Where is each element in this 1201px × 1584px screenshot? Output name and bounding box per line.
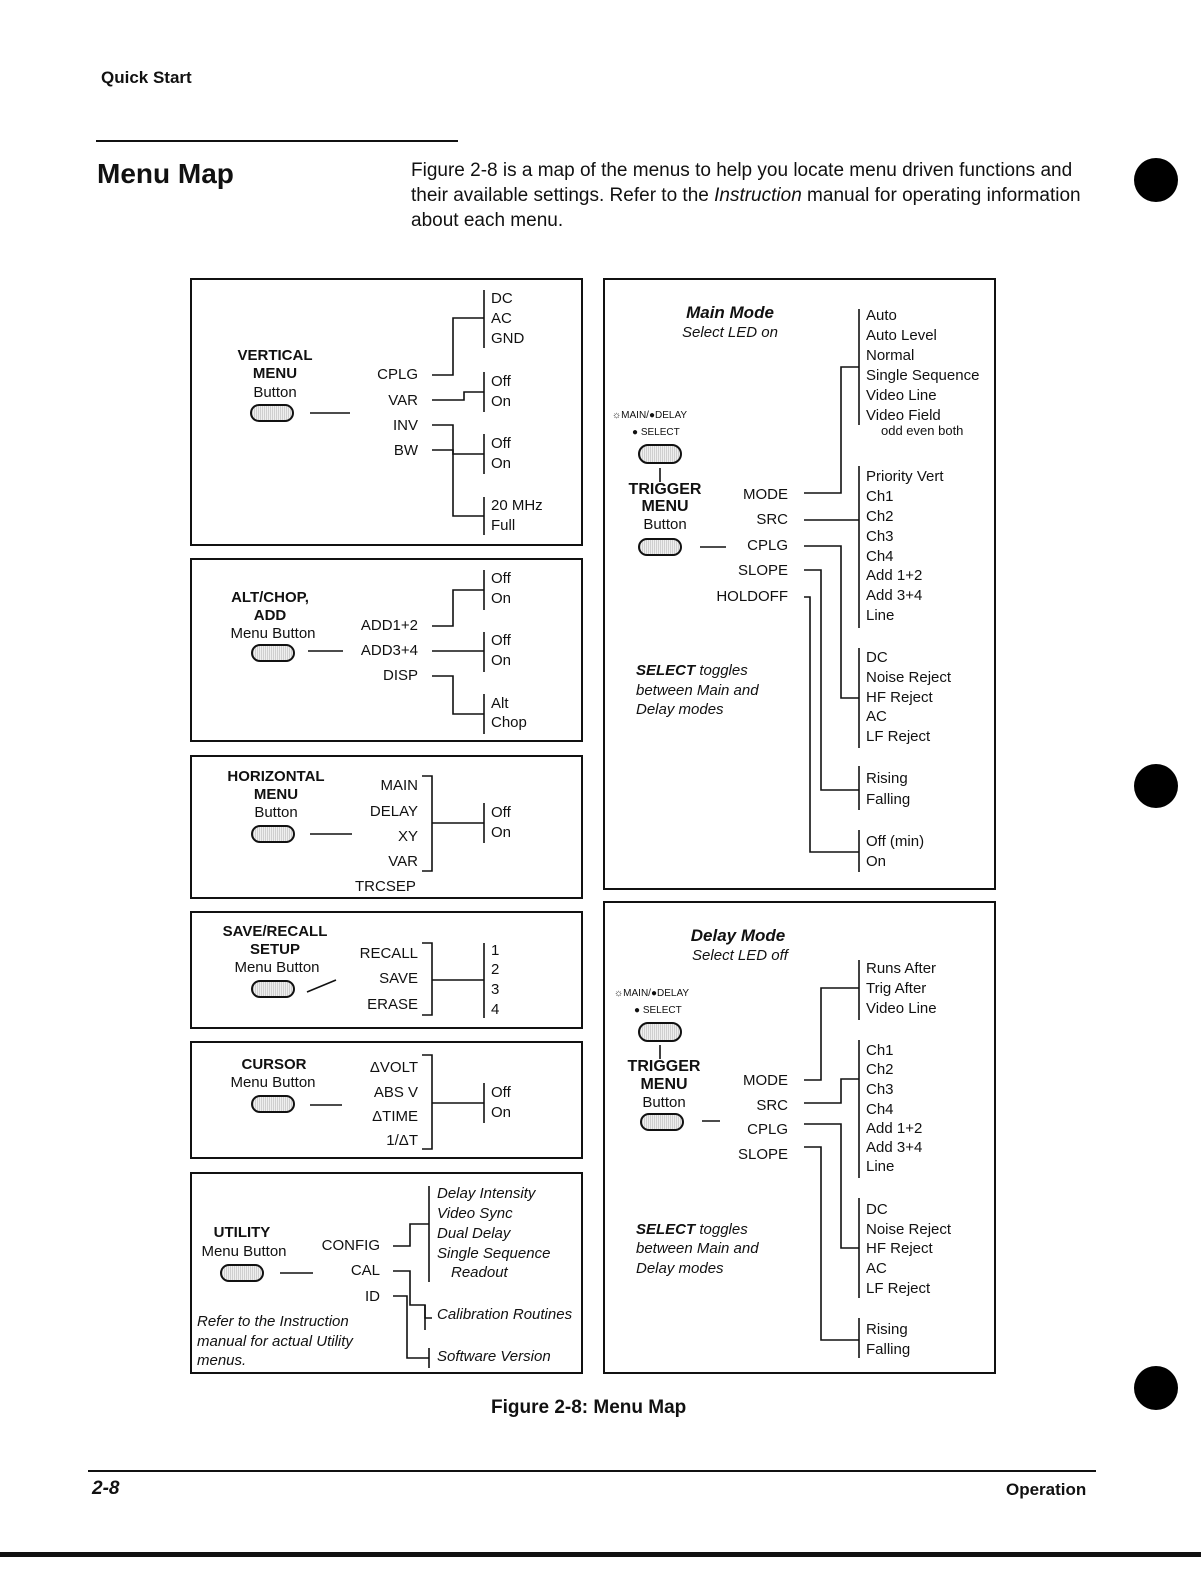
delay-select-note-1 [636,1221,748,1239]
utility-note-3: menus. [197,1352,247,1369]
main-trigger-menu-button[interactable] [638,538,682,556]
main-select-button[interactable] [638,444,682,464]
option: Calibration Routines [437,1306,573,1323]
option: Line [866,1158,895,1175]
option: Video Line [866,1000,937,1017]
option: Single Sequence [866,367,980,384]
saverecall-title-2: SETUP [249,941,300,958]
cursor-item-dtime: ΔTIME [372,1108,418,1125]
utility-item-id: ID [365,1288,380,1305]
option: DC [866,649,888,666]
delay-trigger-title-2: MENU [640,1076,688,1093]
delay-select-note-2: between Main and [636,1240,759,1257]
vertical-menu-button[interactable] [250,404,294,422]
page-number: 2-8 [92,1478,120,1499]
led-dot-icon: ● [650,988,657,999]
option: HF Reject [866,1240,933,1257]
option: Alt [491,695,509,712]
option: Full [491,517,516,534]
main-mode-title: Main Mode [686,303,774,322]
option: DC [866,1201,888,1218]
option: Off [491,570,511,587]
main-mode-subtitle: Select LED on [682,324,778,341]
option: Dual Delay [437,1225,511,1242]
main-item-src: SRC [756,511,788,528]
option: 4 [491,1001,500,1018]
option: Line [866,607,895,624]
option: Rising [866,770,908,787]
option: Auto Level [866,327,937,344]
option: LF Reject [866,1280,931,1297]
altchop-item-add34: ADD3+4 [360,642,418,659]
main-trigger-button-label: Button [643,516,687,533]
led-delay-label: DELAY [655,410,688,421]
page-title: Menu Map [97,158,234,189]
delay-trigger-button-label: Button [642,1094,686,1111]
option: Add 1+2 [866,1120,923,1137]
led-main-delay-label [612,410,687,421]
footer-rule [88,1470,1096,1472]
option: Software Version [437,1348,551,1365]
select-word: SELECT [636,1221,696,1238]
option: Ch4 [866,548,894,565]
main-select-note-2: between Main and [636,682,759,699]
main-item-cplg: CPLG [747,537,788,554]
option: Noise Reject [866,1221,952,1238]
option: Off [491,632,511,649]
saverecall-title-1: SAVE/RECALL [222,923,328,940]
option: AC [491,310,512,327]
utility-button-label: Menu Button [201,1243,287,1260]
utility-title: UTILITY [213,1224,271,1241]
option: 3 [491,981,500,998]
altchop-title-2: ADD [253,607,287,624]
option: On [491,1104,512,1121]
cursor-item-1dt: 1/ΔT [386,1132,418,1149]
altchop-button-label: Menu Button [230,625,316,642]
vertical-item-inv: INV [392,417,418,434]
saverecall-item-save: SAVE [379,970,418,987]
led-select-label [632,427,680,438]
sun-icon: ☼ [612,410,622,421]
led-main-label: MAIN/ [623,988,651,999]
option: Ch3 [866,528,894,545]
horizontal-item-trcsep: TRCSEP [355,878,416,895]
option: Video Field [866,407,941,424]
option: Video Line [866,387,937,404]
option: Ch2 [866,1061,894,1078]
led-delay-label: DELAY [657,988,690,999]
delay-mode-subtitle: Select LED off [692,947,788,964]
horizontal-item-delay: DELAY [369,803,418,820]
option: Ch1 [866,1042,894,1059]
option: Rising [866,1321,908,1338]
led-main-delay-label [614,988,689,999]
saverecall-menu-button[interactable] [251,980,295,998]
footer-section: Operation [1006,1480,1087,1499]
vertical-menu-title-2: MENU [252,365,298,382]
led-main-label: MAIN/ [621,410,649,421]
option: Falling [866,791,911,808]
horizontal-menu-button[interactable] [251,825,295,843]
delay-mode-title: Delay Mode [690,926,786,945]
sun-icon: ☼ [614,988,624,999]
option: Trig After [866,980,927,997]
led-select-text: SELECT [642,1005,682,1016]
cursor-menu-button[interactable] [251,1095,295,1113]
utility-note-2: manual for actual Utility [197,1333,353,1350]
vertical-item-var: VAR [388,392,418,409]
option: Priority Vert [866,468,944,485]
vertical-menu-title-1: VERTICAL [237,347,313,364]
option: Off [491,435,511,452]
intro-emph: Instruction [714,185,802,206]
option: Ch2 [866,508,894,525]
option: LF Reject [866,728,931,745]
figure-caption: Figure 2-8: Menu Map [491,1397,687,1418]
horizontal-title-1: HORIZONTAL [227,768,325,785]
delay-select-button[interactable] [638,1022,682,1042]
option: Noise Reject [866,669,952,686]
option: On [491,393,512,410]
intro-text-2: manual for operating information about each menu. [411,185,1081,231]
saverecall-item-recall: RECALL [359,945,418,962]
utility-note-1: Refer to the Instruction [197,1313,349,1330]
delay-item-slope: SLOPE [737,1146,788,1163]
option: Ch4 [866,1101,894,1118]
option: Runs After [866,960,937,977]
main-item-slope: SLOPE [737,562,788,579]
option: AC [866,708,887,725]
toggles-word: toggles [695,1221,748,1238]
main-select-note-3: Delay modes [636,701,724,718]
option: 20 MHz [491,497,543,514]
option: On [866,853,887,870]
option: Off [491,373,511,390]
option: Video Sync [437,1205,513,1222]
option: Off [491,1084,511,1101]
horizontal-item-xy: XY [397,828,418,845]
main-trigger-title-1: TRIGGER [628,481,702,498]
led-select-text: SELECT [640,427,680,438]
cursor-item-absv: ABS V [373,1084,418,1101]
option: On [491,824,512,841]
led-dot-icon: ● [648,410,655,421]
delay-select-note-3: Delay modes [636,1260,724,1277]
main-trigger-title-2: MENU [641,498,689,515]
intro-text-1: Figure 2-8 is a map of the menus to help you locate menu driven functions and their available settings. Refer to the [411,160,1073,206]
option: Off (min) [866,833,925,850]
option: Add 3+4 [866,1139,923,1156]
vertical-item-cplg: CPLG [377,366,418,383]
option: On [491,652,512,669]
option: Falling [866,1341,911,1358]
option: AC [866,1260,887,1277]
running-header: Quick Start [101,68,192,87]
altchop-menu-button[interactable] [251,644,295,662]
option: Auto [866,307,897,324]
option: Add 3+4 [866,587,923,604]
option: On [491,455,512,472]
toggles-word: toggles [695,662,748,679]
main-select-note-1 [636,662,748,680]
page-bottom-edge [0,1552,1201,1557]
main-item-mode: MODE [743,486,788,503]
option: Off [491,804,511,821]
led-dot-icon: ● [632,427,639,438]
led-dot-icon: ● [634,1005,641,1016]
video-field-sub-options: odd even both [881,423,964,438]
cursor-button-label: Menu Button [230,1074,316,1091]
utility-menu-button[interactable] [220,1264,264,1282]
delay-item-src: SRC [756,1097,788,1114]
cursor-title: CURSOR [241,1056,307,1073]
horizontal-button-label: Button [254,804,298,821]
vertical-item-bw: BW [393,442,418,459]
option: Normal [866,347,915,364]
delay-item-cplg: CPLG [747,1121,788,1138]
utility-item-config: CONFIG [321,1237,380,1254]
option: 2 [491,961,500,978]
cursor-item-dvolt: ΔVOLT [369,1059,418,1076]
option: 1 [491,942,500,959]
delay-trigger-title-1: TRIGGER [627,1058,701,1075]
option: On [491,590,512,607]
option: Add 1+2 [866,567,923,584]
utility-item-cal: CAL [350,1262,380,1279]
altchop-item-disp: DISP [382,667,418,684]
saverecall-item-erase: ERASE [367,996,418,1013]
altchop-title-1: ALT/CHOP, [231,589,309,606]
horizontal-title-2: MENU [253,786,299,803]
horizontal-item-main: MAIN [380,777,418,794]
option: GND [491,330,525,347]
option: Single Sequence [437,1245,551,1262]
main-item-holdoff: HOLDOFF [716,588,788,605]
led-select-label [634,1005,682,1016]
delay-item-mode: MODE [743,1072,788,1089]
option: Readout [451,1264,508,1281]
horizontal-item-var: VAR [388,853,418,870]
delay-trigger-menu-button[interactable] [640,1113,684,1131]
option: Chop [491,714,527,731]
option: Ch3 [866,1081,894,1098]
option: Delay Intensity [437,1185,536,1202]
select-word: SELECT [636,662,696,679]
option: HF Reject [866,689,933,706]
option: Ch1 [866,488,894,505]
altchop-item-add12: ADD1+2 [360,617,418,634]
option: DC [491,290,513,307]
vertical-menu-button-label: Button [253,384,297,401]
saverecall-button-label: Menu Button [234,959,320,976]
